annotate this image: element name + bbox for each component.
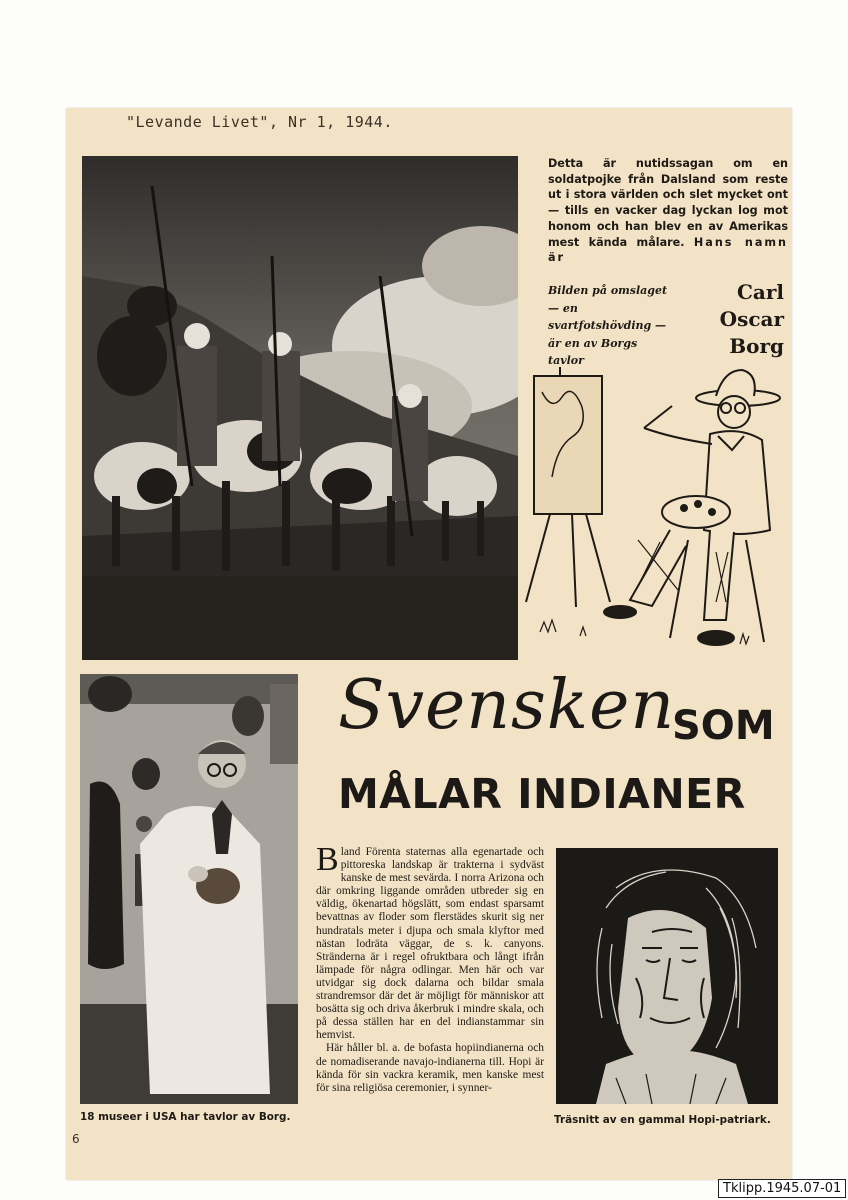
woodcut-caption: Träsnitt av en gammal Hopi-patriark. — [554, 1114, 771, 1126]
painter-caricature-illustration — [520, 362, 788, 660]
riders-photo — [82, 156, 518, 660]
article-paragraph-1 — [316, 841, 544, 1042]
painter-first-name: Carl — [736, 280, 784, 304]
intro-paragraph — [548, 156, 788, 266]
painter-last-name: Borg — [729, 334, 784, 358]
cover-caption: Bilden på omslaget — en svartfotshövding — är en av Borgs tavlor — [548, 284, 668, 367]
headline-script: Svensken — [338, 666, 676, 745]
article-paragraph-2: Här håller bl. a. de bofasta hopiindianerna och de nomadiserande navajo-indianerna till. Hopi är kända för sin vackra keramik, men kanske mest för sina religiösa ceremonier, i synner- — [316, 1042, 544, 1094]
archive-label: Tklipp.1945.07-01 — [718, 1179, 846, 1198]
intro-name-lead: Hans namn är — [548, 235, 788, 265]
intro-text: Detta är nutidssagan om en soldatpojke från Dalsland som reste ut i stora världen och slet mycket ont — tills en vacker dag lyckan log mot honom och han blev en av Amerikas mest kända målare. — [548, 157, 788, 249]
painter-name — [676, 279, 784, 360]
painter-middle-name: Oscar — [719, 307, 784, 331]
dropcap: B — [316, 841, 339, 878]
headline-som: SOM — [672, 703, 775, 749]
headline-line-2: MÅLAR INDIANER — [338, 770, 746, 818]
source-line: "Levande Livet", Nr 1, 1944. — [126, 113, 393, 131]
portrait-photo — [80, 674, 298, 1104]
portrait-caption: 18 museer i USA har tavlor av Borg. — [80, 1111, 291, 1123]
article-body — [316, 841, 544, 1095]
page-number: 6 — [72, 1132, 80, 1146]
article-paragraph-1-text: land Förenta staternas alla egenartade och pittoreska landskap är trakterna i sydväst kanske de mest sevärda. I norra Arizona och där omkring liggande områden utbreder sig en väldig, ökenartad högslätt, som endast sparsamt bevattnas av floder som flerstädes skurit sig ner hundratals meter i djupa och smala klyftor med nästan lodräta väggar, de s. k. canyons. Stränderna är i regel ofruktbara och långt ifrån lämpade för några odlingar. Men här och var utvidgar sig dock dalarna och bildar smala strandremsor där det är möjligt för människor att bosätta sig och driva åkerbruk i mindre skala, och på dessa ställen har en del indianstammar sin hemvist. — [316, 846, 544, 1042]
woodcut-image — [556, 848, 778, 1104]
